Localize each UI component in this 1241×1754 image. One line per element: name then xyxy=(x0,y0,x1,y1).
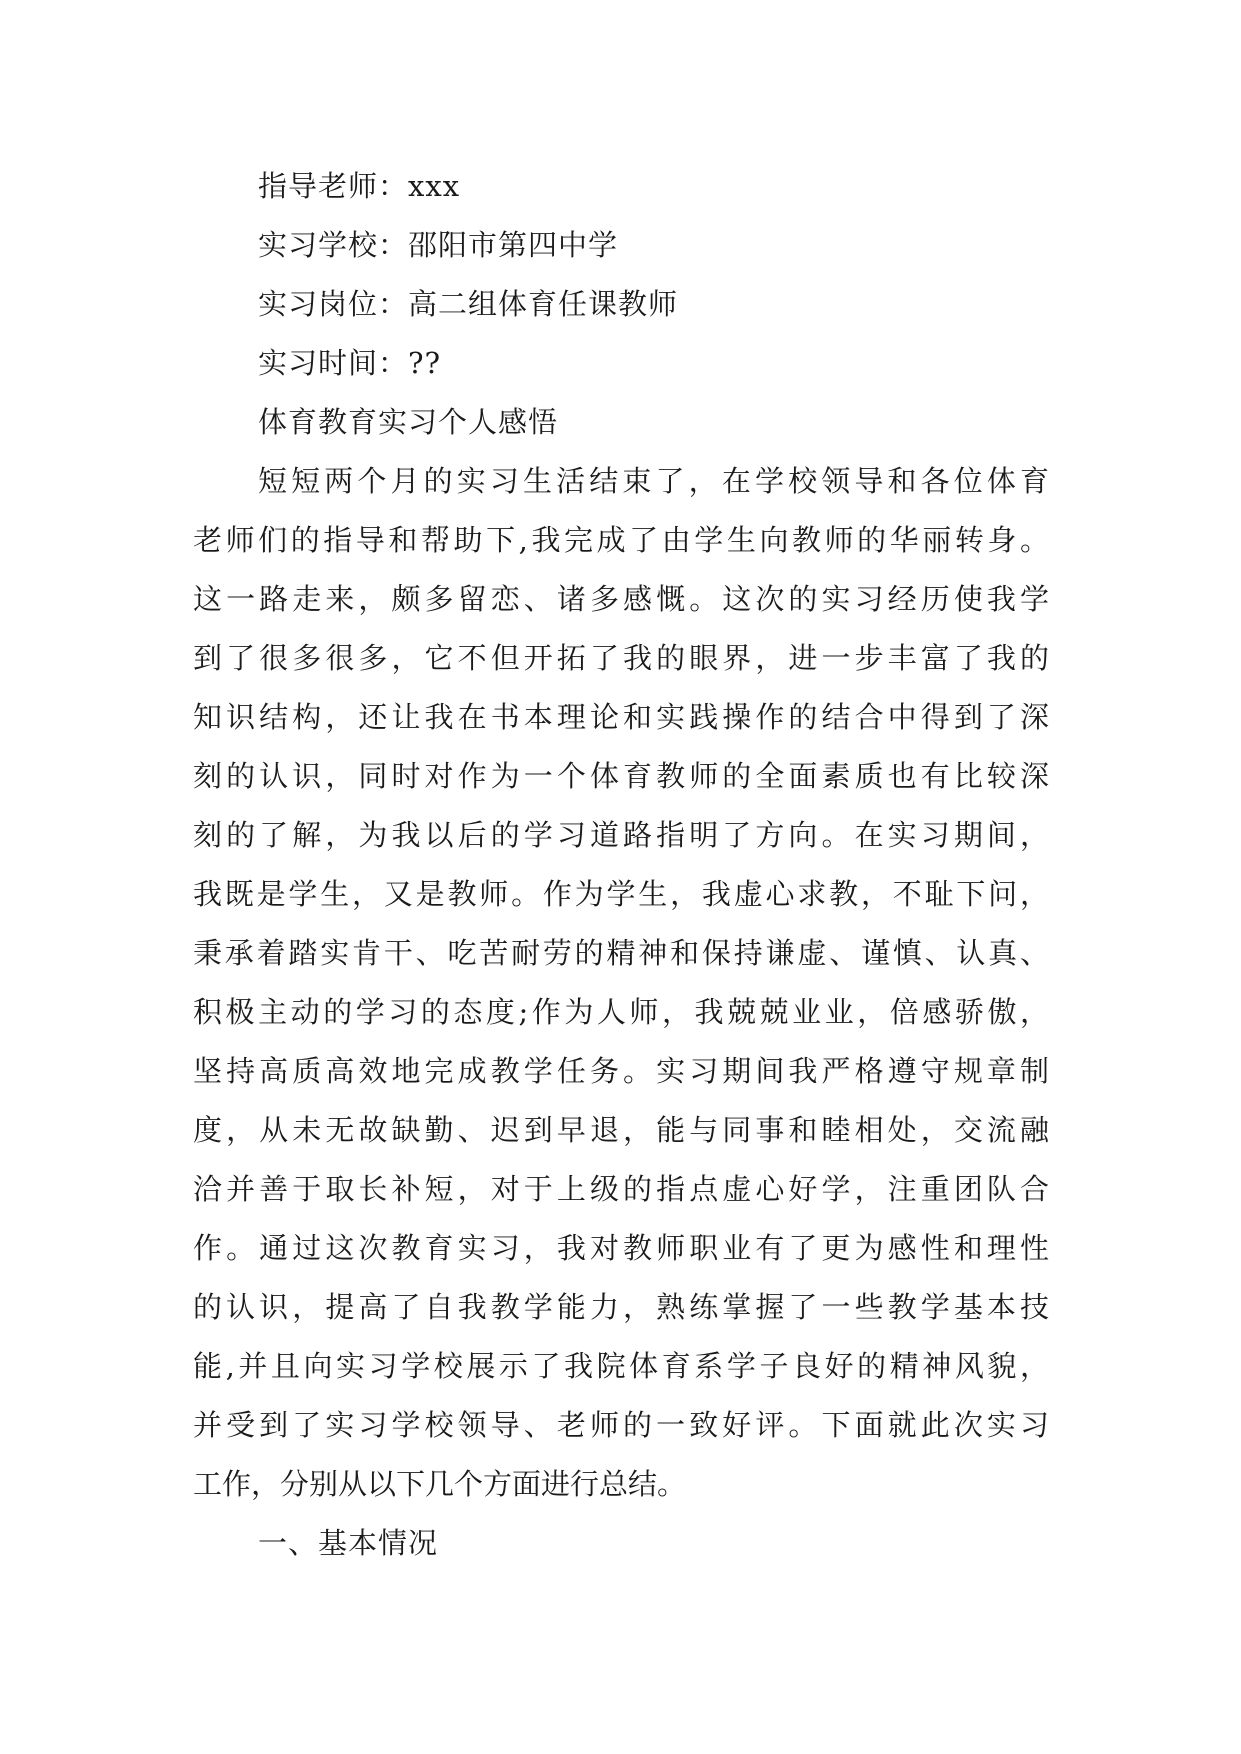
paragraph-line: 秉承着踏实肯干、吃苦耐劳的精神和保持谦虚、谨慎、认真、 xyxy=(193,936,1049,970)
paragraph-line: 刻的认识，同时对作为一个体育教师的全面素质也有比较深 xyxy=(193,759,1049,793)
advisor-line: 指导老师：xxx xyxy=(258,169,461,203)
paragraph-line: 工作，分别从以下几个方面进行总结。 xyxy=(193,1467,687,1501)
position-line: 实习岗位：高二组体育任课教师 xyxy=(258,287,679,321)
paragraph-line: 洽并善于取长补短，对于上级的指点虚心好学，注重团队合 xyxy=(193,1172,1049,1206)
paragraph-line: 积极主动的学习的态度;作为人师，我兢兢业业，倍感骄傲， xyxy=(193,995,1049,1029)
paragraph-line: 刻的了解，为我以后的学习道路指明了方向。在实习期间， xyxy=(193,818,1049,852)
paragraph-line: 知识结构，还让我在书本理论和实践操作的结合中得到了深 xyxy=(193,700,1049,734)
paragraph-line: 作。通过这次教育实习，我对教师职业有了更为感性和理性 xyxy=(193,1231,1049,1265)
document-title: 体育教育实习个人感悟 xyxy=(258,405,559,439)
paragraph-line: 并受到了实习学校领导、老师的一致好评。下面就此次实习 xyxy=(193,1408,1049,1442)
paragraph-line: 的认识，提高了自我教学能力，熟练掌握了一些教学基本技 xyxy=(193,1290,1049,1324)
school-line: 实习学校：邵阳市第四中学 xyxy=(258,228,619,262)
paragraph-line: 这一路走来，颇多留恋、诸多感慨。这次的实习经历使我学 xyxy=(193,582,1049,616)
paragraph-line: 能,并且向实习学校展示了我院体育系学子良好的精神风貌， xyxy=(193,1349,1049,1383)
section-heading: 一、基本情况 xyxy=(258,1526,439,1560)
paragraph-line: 坚持高质高效地完成教学任务。实习期间我严格遵守规章制 xyxy=(193,1054,1049,1088)
paragraph-line: 老师们的指导和帮助下,我完成了由学生向教师的华丽转身。 xyxy=(193,523,1049,557)
paragraph-line: 我既是学生，又是教师。作为学生，我虚心求教，不耻下问， xyxy=(193,877,1049,911)
paragraph-line: 短短两个月的实习生活结束了，在学校领导和各位体育 xyxy=(258,464,1049,498)
time-line: 实习时间：?? xyxy=(258,346,442,380)
paragraph-line: 到了很多很多，它不但开拓了我的眼界，进一步丰富了我的 xyxy=(193,641,1049,675)
paragraph-line: 度，从未无故缺勤、迟到早退，能与同事和睦相处，交流融 xyxy=(193,1113,1049,1147)
